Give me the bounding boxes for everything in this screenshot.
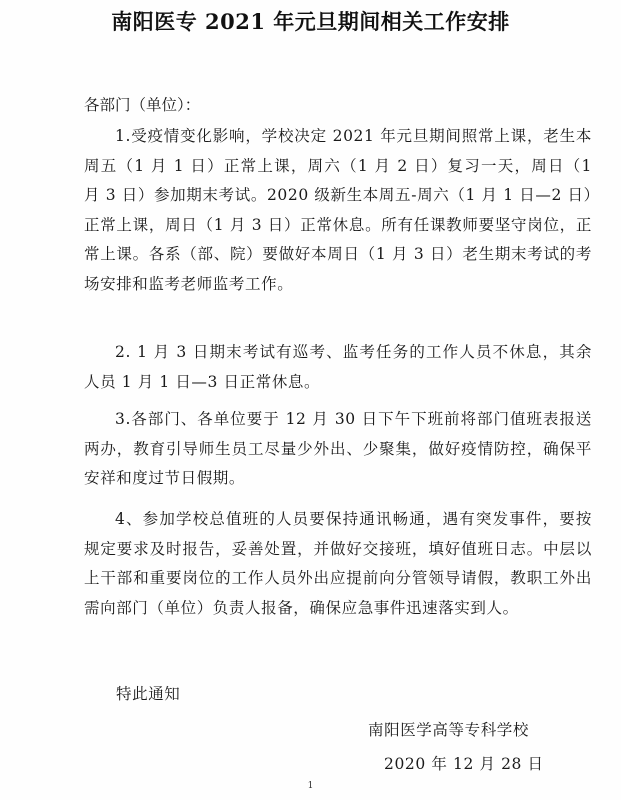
salutation: 各部门（单位）：: [84, 96, 201, 114]
paragraph-4: 4、参加学校总值班的人员要保持通讯畅通，遇有突发事件，要按规定要求及时报告，妥善处置，并做好交接班，填好值班日志。中层以上干部和重要岗位的工作人员外出应提前向分管领导请假，教职工外出需向部门（单位）负责人报备，确保应急事件迅速落实到人。: [84, 510, 592, 617]
signature-date: 2020 年 12 月 28 日: [384, 755, 544, 773]
paragraph-2: 2. 1 月 3 日期末考试有巡考、监考任务的工作人员不休息，其余人员 1 月 1 日—3 日正常休息。: [84, 343, 592, 391]
page-number: 1: [307, 781, 314, 791]
document-title: 南阳医专 2021 年元旦期间相关工作安排: [111, 9, 510, 34]
paragraph-1: 1.受疫情变化影响，学校决定 2021 年元旦期间照常上课，老生本周五（1 月 1 日）正常上课，周六（1 月 2 日）复习一天，周日（1 月 3 日）参加期末考试。2020 级新生本周五-周六（1 月 1 日—2 日）正常上课，周日（1 月 3 日）正常休息。所有任课教师要坚守岗位，正常上课。各系（部、院）要做好本周日（1 月 3 日）老生期末考试的考场安排和监考老师监考工作。: [84, 127, 592, 293]
paragraph-3: 3.各部门、各单位要于 12 月 30 日下午下班前将部门值班表报送两办，教育引导师生员工尽量少外出、少聚集，做好疫情防控，确保平安祥和度过节日假期。: [84, 410, 592, 487]
signature-organization: 南阳医学高等专科学校: [368, 721, 530, 739]
closing-notice: 特此通知: [116, 685, 181, 703]
